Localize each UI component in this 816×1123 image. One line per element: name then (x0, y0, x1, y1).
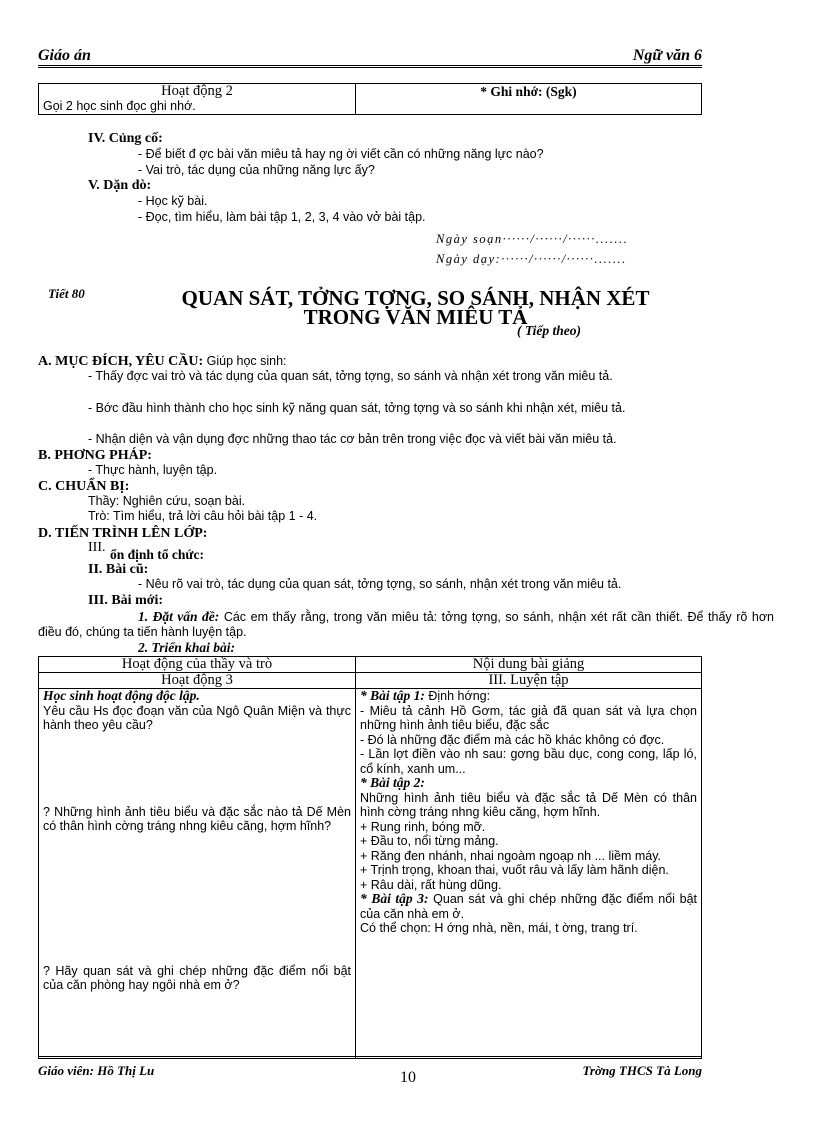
lesson-content-column (360, 689, 697, 936)
date-taught: Ngày dạy:······/······/······....... (436, 252, 627, 266)
table2-header-right: Nội dung bài giảng (356, 657, 702, 673)
section-a-item-1: - Thấy đợc vai trò và tác dụng của quan sát, tởng tợng, so sánh và nhận xét trong văn miêu tả. (88, 369, 613, 383)
section-b-item: - Thực hành, luyện tập. (88, 463, 218, 477)
section-d-item-ii: II. Bài cũ: (88, 562, 149, 577)
lesson-activity-table (38, 656, 702, 1059)
table2-body-right (356, 689, 702, 1059)
section-d-item-i-text: ổn định tổ chức: (110, 547, 204, 562)
footer-teacher: Giáo viên: Hồ Thị Lu (38, 1063, 155, 1078)
bt2-item-2: + Đầu to, nổi từng mảng. (360, 834, 499, 848)
dat-van-de-label: 1. Đặt vấn đề: (138, 609, 220, 624)
lesson-title-line1: QUAN SÁT, TỞNG TỢNG, SO SÁNH, NHẬN XÉT (181, 286, 650, 310)
teacher-activity-column (43, 689, 351, 993)
lesson-subtitle: ( Tiếp theo) (517, 323, 581, 338)
lesson-title-line2: TRONG VĂN MIÊU TẢ (303, 305, 528, 329)
left-gap-1 (43, 733, 351, 805)
left-gap-2 (43, 834, 351, 964)
section-c-item-2: Trò: Tìm hiểu, trả lời câu hỏi bài tập 1 - 4. (88, 509, 318, 523)
table1-cell-right (356, 84, 702, 115)
footer-school: Trờng THCS Tà Long (582, 1063, 702, 1078)
trien-khai-heading: 2. Triển khai bài: (138, 640, 236, 655)
dando-item-1: - Học kỹ bài. (138, 194, 208, 208)
table2-subheader-left: Hoạt động 3 (39, 673, 356, 689)
bt3-line (360, 892, 697, 921)
page-header (38, 48, 702, 68)
bt1-item-2: - Đó là những đặc điểm mà các hồ khác không có đợc. (360, 732, 665, 747)
table2-body-left (39, 689, 356, 1059)
bt2-label: * Bài tập 2: (360, 775, 425, 790)
section-a-heading: A. MỤC ĐÍCH, YÊU CẦU: (38, 354, 204, 369)
section-d-item-i-label: III. (88, 540, 106, 555)
dat-van-de-text: Các em thấy rằng, trong văn miêu tả: tởng tợng, so sánh, nhận xét rất cần thiết. Để thấy rõ hơn điều đó, chúng ta tiến hành luyện tập. (38, 610, 774, 639)
left-p1-title: Học sinh hoạt động độc lập. (43, 688, 200, 703)
dando-heading: V. Dặn dò: (88, 178, 152, 193)
header-left: Giáo án (38, 47, 91, 64)
date-prepared: Ngày soạn······/······/······....... (436, 232, 629, 246)
section-a-heading-line (38, 354, 287, 369)
bt1-label: * Bài tập 1: (360, 688, 425, 703)
table1-activity-heading: Hoạt động 2 (161, 83, 233, 99)
section-a-item-3: - Nhận diện và vận dụng đợc những thao tác cơ bản trên trong việc đọc và viết bài văn miêu tả. (88, 432, 617, 446)
bt1-item-1: - Miêu tả cảnh Hồ Gơm, tác giả đã quan sát và lựa chọn những hình ảnh tiêu biểu, đặc sắc (360, 703, 697, 732)
page-number: 10 (400, 1069, 416, 1086)
bt1-text: Định hớng: (424, 689, 491, 703)
bt2-text: Những hình ảnh tiêu biểu và đặc sắc tả Dế Mèn có thân hình cờng tráng nhng kiêu căng, hợm hĩnh. (360, 790, 697, 819)
activity-table-top (38, 83, 702, 115)
section-d-dat-van-de (38, 609, 774, 640)
section-d-heading: D. TIẾN TRÌNH LÊN LỚP: (38, 526, 208, 541)
left-p3-text: ? Hãy quan sát và ghi chép những đặc điểm nổi bật của căn phòng hay ngôi nhà em ở? (43, 963, 351, 992)
bt3-more: Có thể chọn: H ớng nhà, nền, mái, t ờng, trang trí. (360, 921, 638, 935)
left-p2-text: ? Những hình ảnh tiêu biểu và đặc sắc nào tả Dế Mèn có thân hình cờng tráng nhng kiêu căng, hợm hĩnh? (43, 804, 351, 833)
table1-activity-text: Gọi 2 học sinh đọc ghi nhớ. (43, 99, 196, 113)
section-a-item-2: - Bớc đầu hình thành cho học sinh kỹ năng quan sát, tởng tợng và so sánh khi nhận xét, miêu tả. (88, 401, 626, 415)
table1-note: * Ghi nhớ: (Sgk) (480, 84, 577, 99)
cungco-heading: IV. Củng cố: (88, 131, 163, 146)
bt2-item-1: + Rung rinh, bóng mỡ. (360, 819, 486, 834)
bt2-item-3: + Răng đen nhánh, nhai ngoàm ngoạp nh ... liềm máy. (360, 848, 662, 863)
section-b-heading: B. PHƠNG PHÁP: (38, 448, 152, 463)
bt3-text: Quan sát và ghi chép những đặc điểm nổi bật của căn nhà em ở. (360, 892, 697, 921)
bt2-item-4: + Trịnh trọng, khoan thai, vuốt râu và lấy làm hãnh diện. (360, 863, 669, 877)
bt1-line (360, 689, 697, 704)
cungco-item-1: - Để biết đ ợc bài văn miêu tả hay ng ời viết cần có những năng lực nào? (138, 147, 544, 161)
cungco-item-2: - Vai trò, tác dụng của những năng lực ấy? (138, 163, 375, 177)
header-right: Ngữ văn 6 (632, 47, 702, 64)
dando-item-2: - Đọc, tìm hiểu, làm bài tập 1, 2, 3, 4 vào vở bài tập. (138, 210, 426, 224)
section-c-item-1: Thầy: Nghiên cứu, soạn bài. (88, 494, 246, 508)
section-c-heading: C. CHUẨN BỊ: (38, 479, 130, 494)
table1-cell-left (39, 84, 356, 115)
table2-subheader-right: III. Luyện tập (356, 673, 702, 689)
lesson-number: Tiết 80 (48, 286, 85, 301)
section-d-item-ii-text: - Nêu rõ vai trò, tác dụng của quan sát, tởng tợng, so sánh, nhận xét trong văn miêu tả. (138, 577, 622, 591)
table2-header-left: Hoạt động của thầy và trò (39, 657, 356, 673)
section-a-intro: Giúp học sinh: (203, 354, 287, 368)
bt2-item-5: + Râu dài, rất hùng dũng. (360, 877, 502, 892)
left-p1-text: Yêu cầu Hs đọc đoạn văn của Ngô Quân Miện và thực hành theo yêu cầu? (43, 703, 351, 732)
bt3-label: * Bài tập 3: (360, 891, 429, 906)
bt1-item-3: - Lần lợt điền vào nh sau: gơng bầu dục, cong cong, lấp ló, cổ kính, xanh um... (360, 747, 697, 776)
section-d-item-iii: III. Bài mới: (88, 593, 164, 608)
